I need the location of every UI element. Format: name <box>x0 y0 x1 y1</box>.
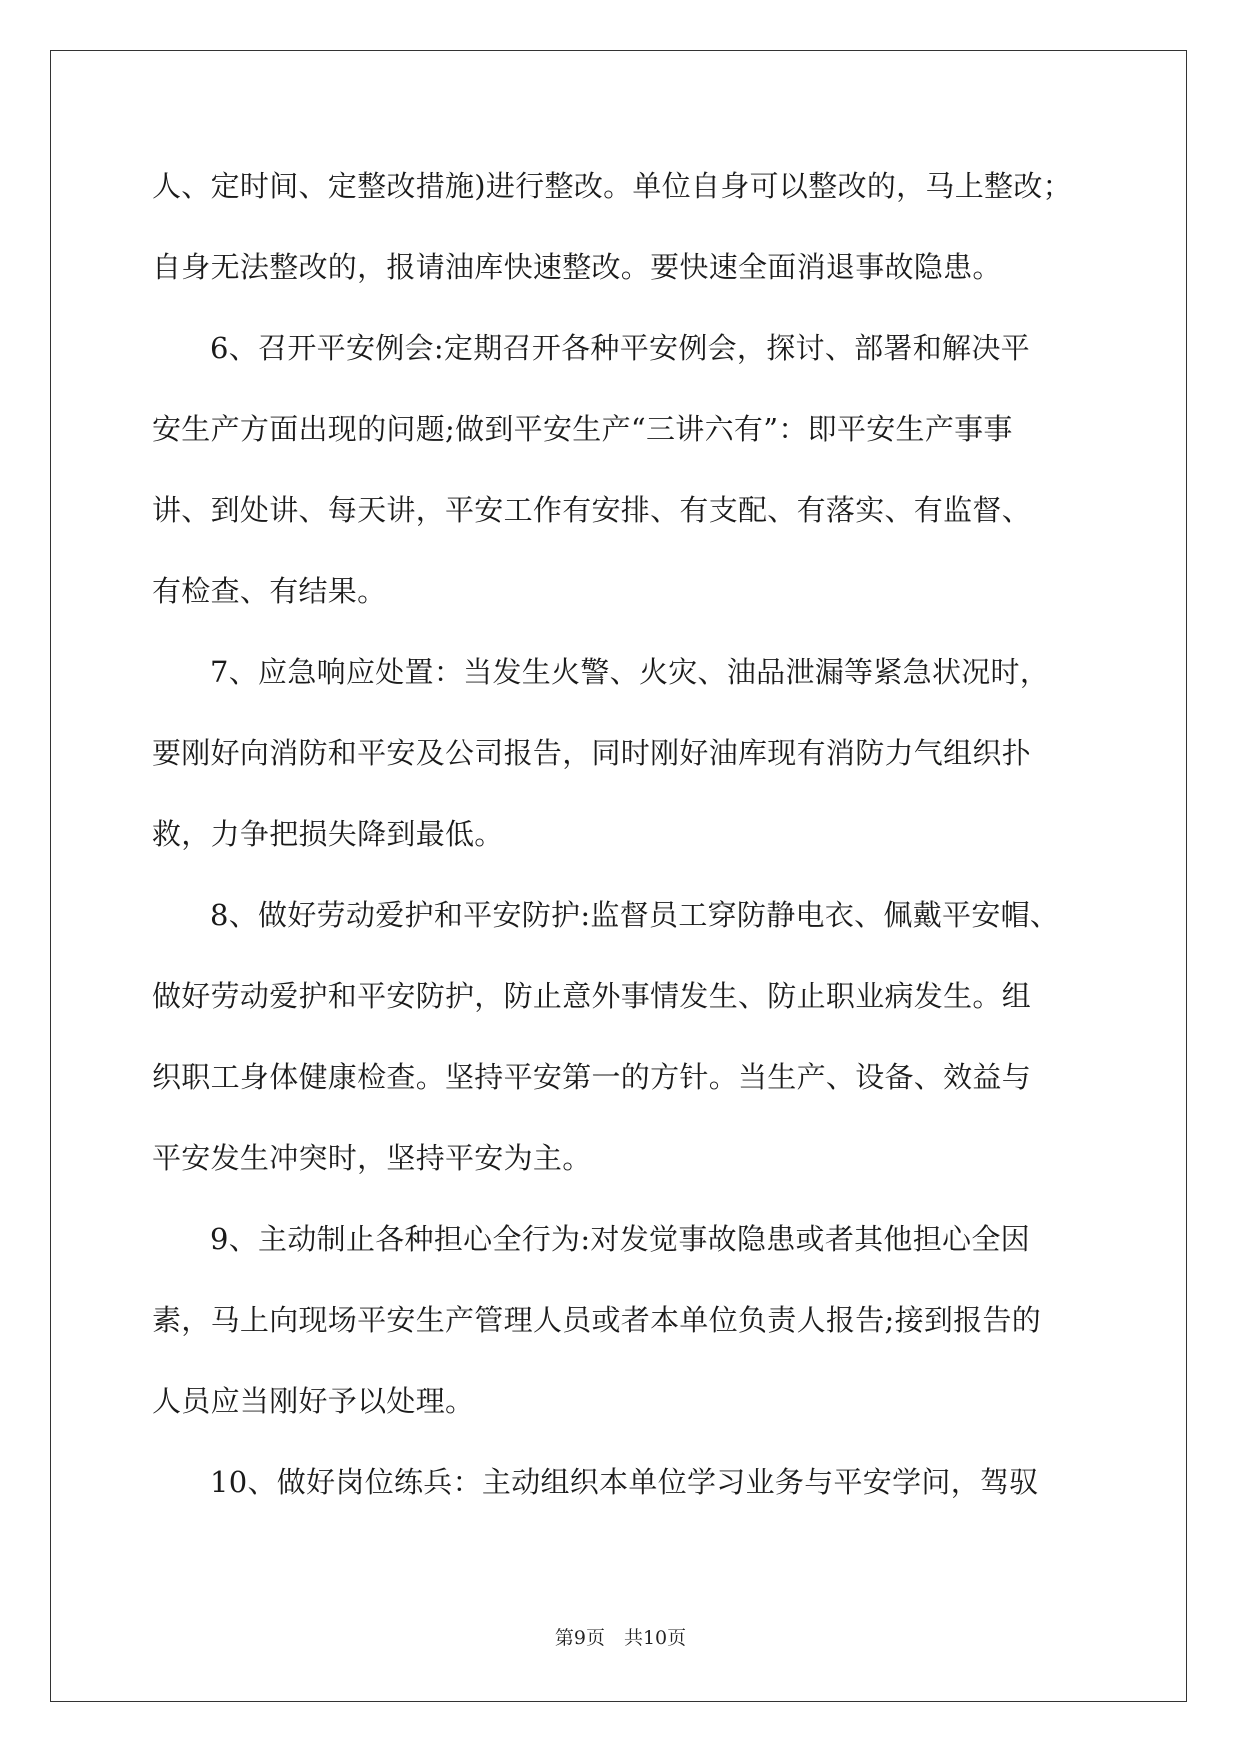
document-body <box>152 146 1102 1523</box>
text-line: 织职工身体健康检查。坚持平安第一的方针。当生产、设备、效益与 <box>152 1060 1032 1094</box>
paragraph-start-line: 9、主动制止各种担心全行为:对发觉事故隐患或者其他担心全因 <box>210 1222 1030 1256</box>
text-line: 要刚好向消防和平安及公司报告，同时刚好油库现有消防力气组织扑 <box>152 736 1032 770</box>
text-line: 人、定时间、定整改措施)进行整改。单位自身可以整改的，马上整改； <box>152 169 1072 203</box>
paragraph-start-line: 10、做好岗位练兵：主动组织本单位学习业务与平安学问，驾驭 <box>210 1465 1039 1499</box>
page-number: 第9页 共10页 <box>554 1627 687 1649</box>
text-line: 做好劳动爱护和平安防护，防止意外事情发生、防止职业病发生。组 <box>152 979 1032 1013</box>
text-line: 有检查、有结果。 <box>152 574 387 608</box>
text-line: 讲、到处讲、每天讲，平安工作有安排、有支配、有落实、有监督、 <box>152 493 1032 527</box>
paragraph-start-line: 7、应急响应处置：当发生火警、火灾、油品泄漏等紧急状况时， <box>210 655 1050 689</box>
paragraph-start-line: 6、召开平安例会:定期召开各种平安例会，探讨、部署和解决平 <box>210 331 1030 365</box>
text-line: 素，马上向现场平安生产管理人员或者本单位负责人报告;接到报告的 <box>152 1303 1042 1337</box>
text-line: 救，力争把损失降到最低。 <box>152 817 504 851</box>
text-line: 人员应当刚好予以处理。 <box>152 1384 475 1418</box>
text-line: 平安发生冲突时，坚持平安为主。 <box>152 1141 592 1175</box>
text-line: 自身无法整改的，报请油库快速整改。要快速全面消退事故隐患。 <box>152 250 1002 284</box>
text-line: 安生产方面出现的问题;做到平安生产“三讲六有”：即平安生产事事 <box>152 412 1013 446</box>
paragraph-start-line: 8、做好劳动爱护和平安防护:监督员工穿防静电衣、佩戴平安帽、 <box>210 898 1060 932</box>
